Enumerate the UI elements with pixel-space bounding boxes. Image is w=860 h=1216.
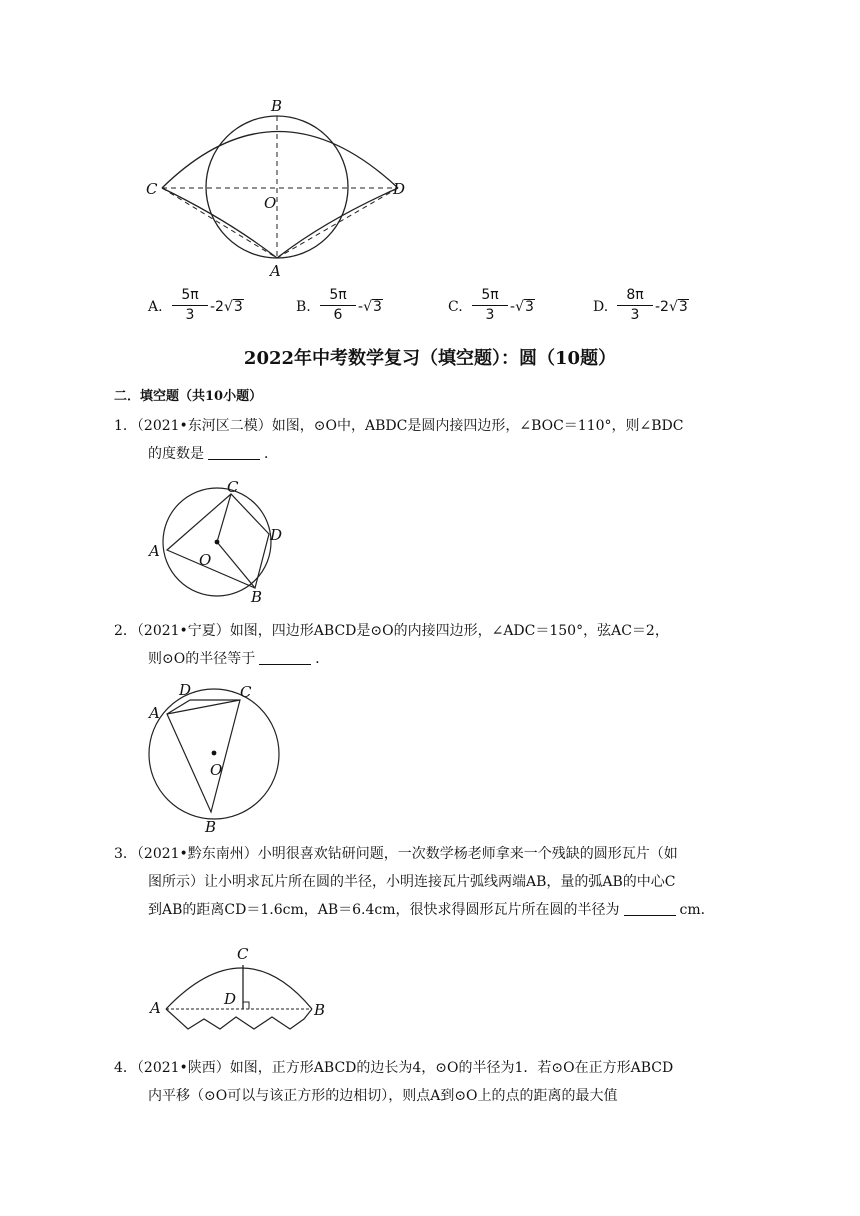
- q4-line1: 4．（2021•陕西）如图，正方形ABCD的边长为4，⊙O的半径为1．若⊙O在正方形ABCD: [114, 1060, 674, 1076]
- label-d: D: [393, 180, 406, 198]
- q4-line2: 内平移（⊙O可以与该正方形的边相切），则点A到⊙O上的点的距离的最大值: [148, 1088, 618, 1104]
- upper-arc: [162, 132, 398, 189]
- q3-line1: 3．（2021•黔东南州）小明很喜欢钻研问题，一次数学杨老师拿来一个残缺的圆形瓦片（如: [114, 846, 678, 862]
- section-title: 二．填空题（共10小题）: [114, 389, 263, 404]
- q2-label-b: B: [205, 818, 217, 836]
- q1-figure: [145, 480, 290, 605]
- question-1: [114, 412, 734, 468]
- label-c: C: [146, 180, 158, 198]
- q2-label-o: O: [210, 761, 223, 779]
- q1-label-d: D: [270, 526, 283, 544]
- q2-figure: [145, 682, 295, 837]
- q2-label-d: D: [179, 681, 192, 699]
- q3-line3: 到AB的距离CD＝1.6cm，AB＝6.4cm，很快求得圆形瓦片所在圆的半径为 cm．: [148, 902, 715, 918]
- question-4: [114, 1054, 734, 1110]
- q2-label-c: C: [240, 683, 252, 701]
- page-heading: 2022年中考数学复习（填空题）：圆（10题）: [243, 348, 617, 369]
- q3-line2: 图所示）让小明求瓦片所在圆的半径，小明连接瓦片弧线两端AB，量的弧AB的中心C: [148, 874, 676, 890]
- q3-figure: [148, 945, 328, 1030]
- q2-blank[interactable]: [259, 650, 311, 665]
- question-2: [114, 617, 734, 673]
- q3-blank[interactable]: [624, 901, 676, 916]
- q3-label-d: D: [224, 990, 237, 1008]
- label-b: B: [271, 97, 283, 115]
- q1-label-c: C: [227, 478, 239, 496]
- q3-label-a: A: [150, 999, 161, 1017]
- answer-choices: A. $\frac{5\pi}{3}$ -2√3 B. $\frac{5\pi}{6}$ -√3 C. $\frac{5\pi}{3}$ -√3 D. $\frac{8\pi}{3}$ -2√3: [148, 287, 688, 323]
- label-a: A: [270, 262, 281, 280]
- q3-label-c: C: [237, 945, 249, 963]
- q1-blank[interactable]: [208, 445, 260, 460]
- question-3: [114, 840, 734, 924]
- q1-line1: 1．（2021•东河区二模）如图，⊙O中，ABDC是圆内接四边形，∠BOC＝110°，则∠BDC: [114, 418, 684, 434]
- top-figure: [140, 97, 420, 285]
- q2-label-a: A: [149, 704, 160, 722]
- q3-label-b: B: [314, 1001, 326, 1019]
- q2-line2: 则⊙O的半径等于 ．: [148, 651, 330, 667]
- q2-line1: 2．（2021•宁夏）如图，四边形ABCD是⊙O的内接四边形，∠ADC＝150°，弦AC＝2，: [114, 623, 669, 639]
- q1-label-a: A: [149, 542, 160, 560]
- q1-label-o: O: [199, 551, 212, 569]
- label-o: O: [264, 194, 277, 212]
- q1-line2: 的度数是 ．: [148, 446, 278, 462]
- q1-label-b: B: [251, 588, 263, 606]
